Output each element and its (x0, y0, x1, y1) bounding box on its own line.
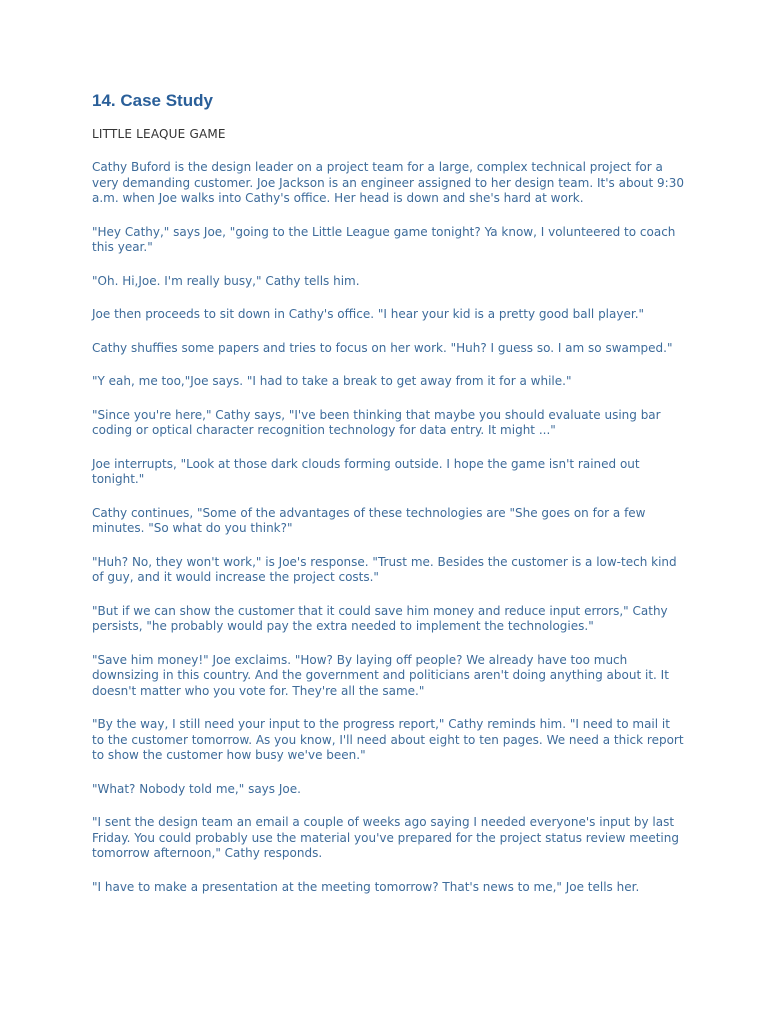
paragraph: "Hey Cathy," says Joe, "going to the Little League game tonight? Ya know, I volunteered to coach this year." (92, 224, 676, 254)
paragraph: "Oh. Hi,Joe. I'm really busy," Cathy tells him. (92, 273, 360, 288)
paragraph: Cathy continues, "Some of the advantages of these technologies are "She goes on for a few minutes. "So what do you think?" (92, 505, 646, 535)
case-title: LITTLE LEAQUE GAME (92, 127, 226, 141)
paragraph: "Y eah, me too,"Joe says. "I had to take a break to get away from it for a while." (92, 374, 572, 388)
paragraph: "But if we can show the customer that it could save him money and reduce input errors," Cathy persists, "he probably would pay the extra needed to implement the technologies." (92, 603, 668, 633)
paragraph: "I have to make a presentation at the meeting tomorrow? That's news to me," Joe tells her. (92, 879, 640, 894)
paragraph: "Since you're here," Cathy says, "I've been thinking that maybe you should evaluate using bar coding or optical character recognition technology for data entry. It might ..." (92, 407, 661, 437)
paragraph: "I sent the design team an email a couple of weeks ago saying I needed everyone's input by last Friday. You could probably use the material you've prepared for the project status review meeting tomorrow afternoon," Cathy responds. (92, 815, 679, 860)
paragraph: Joe then proceeds to sit down in Cathy's office. "I hear your kid is a pretty good ball player." (92, 307, 645, 321)
paragraph: Cathy Buford is the design leader on a project team for a large, complex technical project for a very demanding customer. Joe Jackson is an engineer assigned to her design team. It's about 9:30 a.m. when Joe walks into Cathy's office. Her head is down and she's hard at work. (92, 160, 684, 205)
document-page (92, 90, 684, 913)
section-title: 14. Case Study (92, 91, 213, 110)
paragraph: Joe interrupts, "Look at those dark clouds forming outside. I hope the game isn't rained out tonight." (92, 456, 640, 486)
paragraph: "Save him money!" Joe exclaims. "How? By laying off people? We already have too much downsizing in this country. And the government and politicians aren't doing anything about it. It doesn't matter who you vote for. They're all the same." (92, 652, 669, 698)
paragraph: "Huh? No, they won't work," is Joe's response. "Trust me. Besides the customer is a low-tech kind of guy, and it would increase the project costs." (92, 554, 677, 584)
paragraph: "By the way, I still need your input to the progress report," Cathy reminds him. "I need to mail it to the customer tomorrow. As you know, I'll need about eight to ten pages. We need a thick report to show the customer how busy we've been." (92, 717, 684, 762)
paragraph: Cathy shuffies some papers and tries to focus on her work. "Huh? I guess so. I am so swamped." (92, 340, 673, 355)
paragraph: "What? Nobody told me," says Joe. (92, 781, 301, 796)
